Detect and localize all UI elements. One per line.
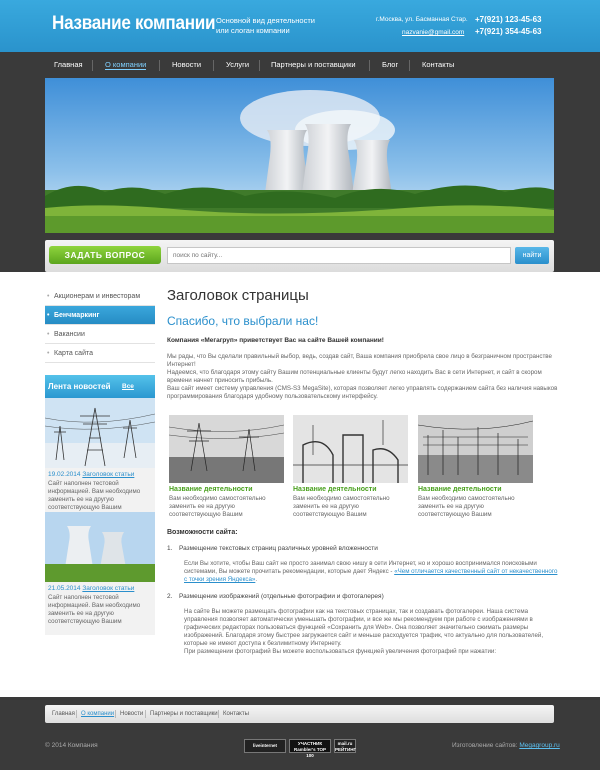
- site-maker: [452, 742, 560, 749]
- nav-item-news[interactable]: [172, 52, 201, 78]
- footer-nav-about[interactable]: О компании: [81, 711, 115, 717]
- sidebar-item-investors[interactable]: • Акционерам и инвесторам: [45, 287, 155, 306]
- main-area: [0, 272, 600, 697]
- feature-title: Размещение текстовых страниц различных уровней вложенности: [179, 545, 378, 552]
- footer-separator: [145, 710, 146, 718]
- phone-2: +7(921) 354-45-63: [475, 27, 542, 36]
- news-text: Сайт наполнен тестовой информацией. Вам необходимо заменить ее на другую соответствующую Вашим: [48, 480, 141, 511]
- top-nav: [0, 52, 600, 78]
- nav-separator: [213, 60, 214, 71]
- news-title-link[interactable]: Заголовок статьи: [82, 471, 135, 478]
- news-title-link[interactable]: Заголовок статьи: [82, 585, 135, 592]
- liveinternet-badge[interactable]: liveinternet: [244, 739, 286, 753]
- feature-title: Размещение изображений (отдельные фотографии и фотогалерея): [179, 593, 384, 600]
- nav-item-services[interactable]: [226, 52, 249, 78]
- content: [167, 287, 562, 401]
- news-heading: Лента новостей: [48, 382, 111, 391]
- feature-paragraph-end: .: [255, 576, 258, 583]
- card-title[interactable]: Название деятельности: [293, 486, 377, 493]
- power-lines-image[interactable]: [45, 398, 155, 468]
- intro-text: [167, 353, 562, 401]
- activity-cards: [167, 415, 562, 520]
- news-header: [45, 375, 155, 398]
- activity-card: [293, 415, 408, 519]
- footer-separator: [76, 710, 77, 718]
- feature-number: 2.: [167, 593, 173, 600]
- news-meta: [45, 582, 155, 592]
- nav-label: Главная: [54, 60, 83, 69]
- nav-separator: [259, 60, 260, 71]
- sidebar-item-vacancies[interactable]: • Вакансии: [45, 325, 155, 344]
- power-lines-image[interactable]: [169, 415, 284, 483]
- nav-label: Услуги: [226, 60, 250, 69]
- page-title: Заголовок страницы: [167, 287, 309, 304]
- ask-question-button[interactable]: ЗАДАТЬ ВОПРОС: [49, 246, 161, 264]
- side-menu: [45, 287, 155, 363]
- badge-line: РЕЙТИНГ: [335, 747, 357, 752]
- news-date: 19.02.2014: [48, 471, 81, 478]
- news-feed: [45, 375, 155, 635]
- card-text: Вам необходимо самостоятельно заменить ее на другую соответствующую Вашим: [293, 495, 390, 518]
- nav-separator: [369, 60, 370, 71]
- nav-label: О компании: [105, 60, 147, 69]
- nav-label: Новости: [172, 60, 202, 69]
- company-logo[interactable]: Название компании: [52, 13, 216, 34]
- footer-nav: [45, 705, 554, 723]
- intro-paragraph: Ваш сайт имеет систему управления (CMS-S3 MegaSite), которая позволяет легко управлять содержанием сайта без наличия навыков программирования благодаря удобному пользовательскому интерфейсу.: [167, 385, 558, 400]
- card-title[interactable]: Название деятельности: [418, 486, 502, 493]
- feature-paragraph: Если Вы хотите, чтобы Ваш сайт не просто занимал свою нишу в сети Интернет, но и хорошо воспринимался поисковыми системами, Вы можете прочитать рекомендации, которые дает Яндекс -: [184, 560, 537, 575]
- nav-item-home[interactable]: [54, 52, 83, 78]
- activity-card: [169, 415, 284, 519]
- maker-label: Изготовление сайтов:: [452, 742, 518, 749]
- footer-nav-home[interactable]: Главная: [52, 711, 75, 717]
- news-date: 21.05.2014: [48, 585, 81, 592]
- footer-separator: [115, 710, 116, 718]
- footer-nav-contacts[interactable]: Контакты: [223, 711, 249, 717]
- nav-item-about[interactable]: [105, 52, 146, 78]
- slogan: [216, 16, 346, 36]
- badge-line: mail.ru: [337, 741, 353, 746]
- sidebar-item-sitemap[interactable]: • Карта сайта: [45, 344, 155, 363]
- feature-paragraph: При размещении фотографий Вы можете воспользоваться функцией увеличения фотографий при нажатии:: [184, 648, 497, 655]
- intro-paragraph: Надеемся, что благодаря этому сайту Вашим потенциальные клиенты будут легко находить Вас в сети Интернет, и сайт в скором времени начнет приносить прибыль.: [167, 369, 542, 384]
- maker-link[interactable]: Megagroup.ru: [519, 742, 560, 749]
- cooling-towers-thumb[interactable]: [45, 512, 155, 582]
- features: [167, 529, 562, 656]
- rambler-top100-badge[interactable]: [289, 739, 331, 758]
- footer-separator: [218, 710, 219, 718]
- search-input[interactable]: [167, 247, 511, 264]
- phone-1: +7(921) 123-45-63: [475, 15, 542, 24]
- card-text: Вам необходимо самостоятельно заменить ее на другую соответствующую Вашим: [169, 495, 266, 518]
- feature-text: [167, 560, 562, 584]
- slogan-line-2: или слоган компании: [216, 26, 290, 35]
- feature-paragraph: На сайте Вы можете размещать фотографии как на текстовых страницах, так и создавать фотогалереи. Наша система управления позволяет автоматически уменьшать фотографии, и все же мы рекомендуем при работе с изображениями в графических редакторах пользоваться функцией «Сохранить для Web». Она позволяет значительно сжимать размеры изображений. Благодаря этому быстрее загружается сайт и меньше расходуется трафик, что актуально для пользователей, которые не имеют доступа к безлимитному Интернету.: [184, 608, 544, 647]
- email-link[interactable]: nazvanie@gmail.com: [402, 29, 465, 36]
- address: г.Москва, ул. Басманная Стар.: [376, 16, 468, 23]
- nav-separator: [159, 60, 160, 71]
- slogan-line-1: Основной вид деятельности: [216, 16, 315, 25]
- nav-separator: [92, 60, 93, 71]
- industrial-plant-image[interactable]: [293, 415, 408, 483]
- feature-item: [167, 545, 562, 552]
- nav-item-contacts[interactable]: [422, 52, 454, 78]
- copyright: © 2014 Компания: [45, 742, 98, 749]
- nav-label: Партнеры и поставщики: [271, 60, 356, 69]
- card-text: Вам необходимо самостоятельно заменить ее на другую соответствующую Вашим: [418, 495, 515, 518]
- yandex-quality-link[interactable]: «Чем отличается качественный сайт от некачественного с точки зрения Яндекса»: [184, 568, 558, 583]
- mailru-rating-badge[interactable]: [334, 739, 356, 753]
- nav-label: Блог: [382, 60, 399, 69]
- search-button[interactable]: найти: [515, 247, 549, 264]
- card-title[interactable]: Название деятельности: [169, 486, 253, 493]
- intro-heading: Компания «Мегагруп» приветствует Вас на сайте Вашей компании!: [167, 337, 384, 344]
- footer-nav-news[interactable]: Новости: [120, 711, 144, 717]
- feature-text: [167, 608, 562, 656]
- nav-label: Контакты: [422, 60, 455, 69]
- footer: [0, 697, 600, 770]
- subtitle: Спасибо, что выбрали нас!: [167, 314, 319, 328]
- header: [0, 0, 600, 52]
- phones: [475, 14, 542, 38]
- features-heading: Возможности сайта:: [167, 529, 238, 536]
- activity-card: [418, 415, 533, 519]
- hero-banner: [45, 78, 554, 233]
- feature-number: 1.: [167, 545, 173, 552]
- news-text: Сайт наполнен тестовой информацией. Вам необходимо заменить ее на другую соответствующую Вашим: [48, 594, 141, 625]
- sidebar-item-benchmarking[interactable]: • Бенчмаркинг: [45, 306, 155, 325]
- intro-paragraph: Мы рады, что Вы сделали правильный выбор, ведь, создав сайт, Ваша компания приобрела свое лицо в безграничном пространстве Интернет!: [167, 353, 552, 368]
- badge-line: УЧАСТНИК: [297, 741, 323, 746]
- feature-item: [167, 593, 562, 600]
- nav-item-blog[interactable]: [382, 52, 398, 78]
- nav-item-partners[interactable]: [271, 52, 356, 78]
- news-meta: [45, 468, 155, 478]
- news-all-link[interactable]: Все: [122, 383, 134, 390]
- cooling-towers-image: [45, 78, 554, 233]
- substation-image[interactable]: [418, 415, 533, 483]
- badge-line: Rambler's TOP 100: [294, 747, 326, 758]
- nav-separator: [409, 60, 410, 71]
- question-bar: [45, 240, 554, 272]
- footer-nav-partners[interactable]: Партнеры и поставщики: [150, 711, 218, 717]
